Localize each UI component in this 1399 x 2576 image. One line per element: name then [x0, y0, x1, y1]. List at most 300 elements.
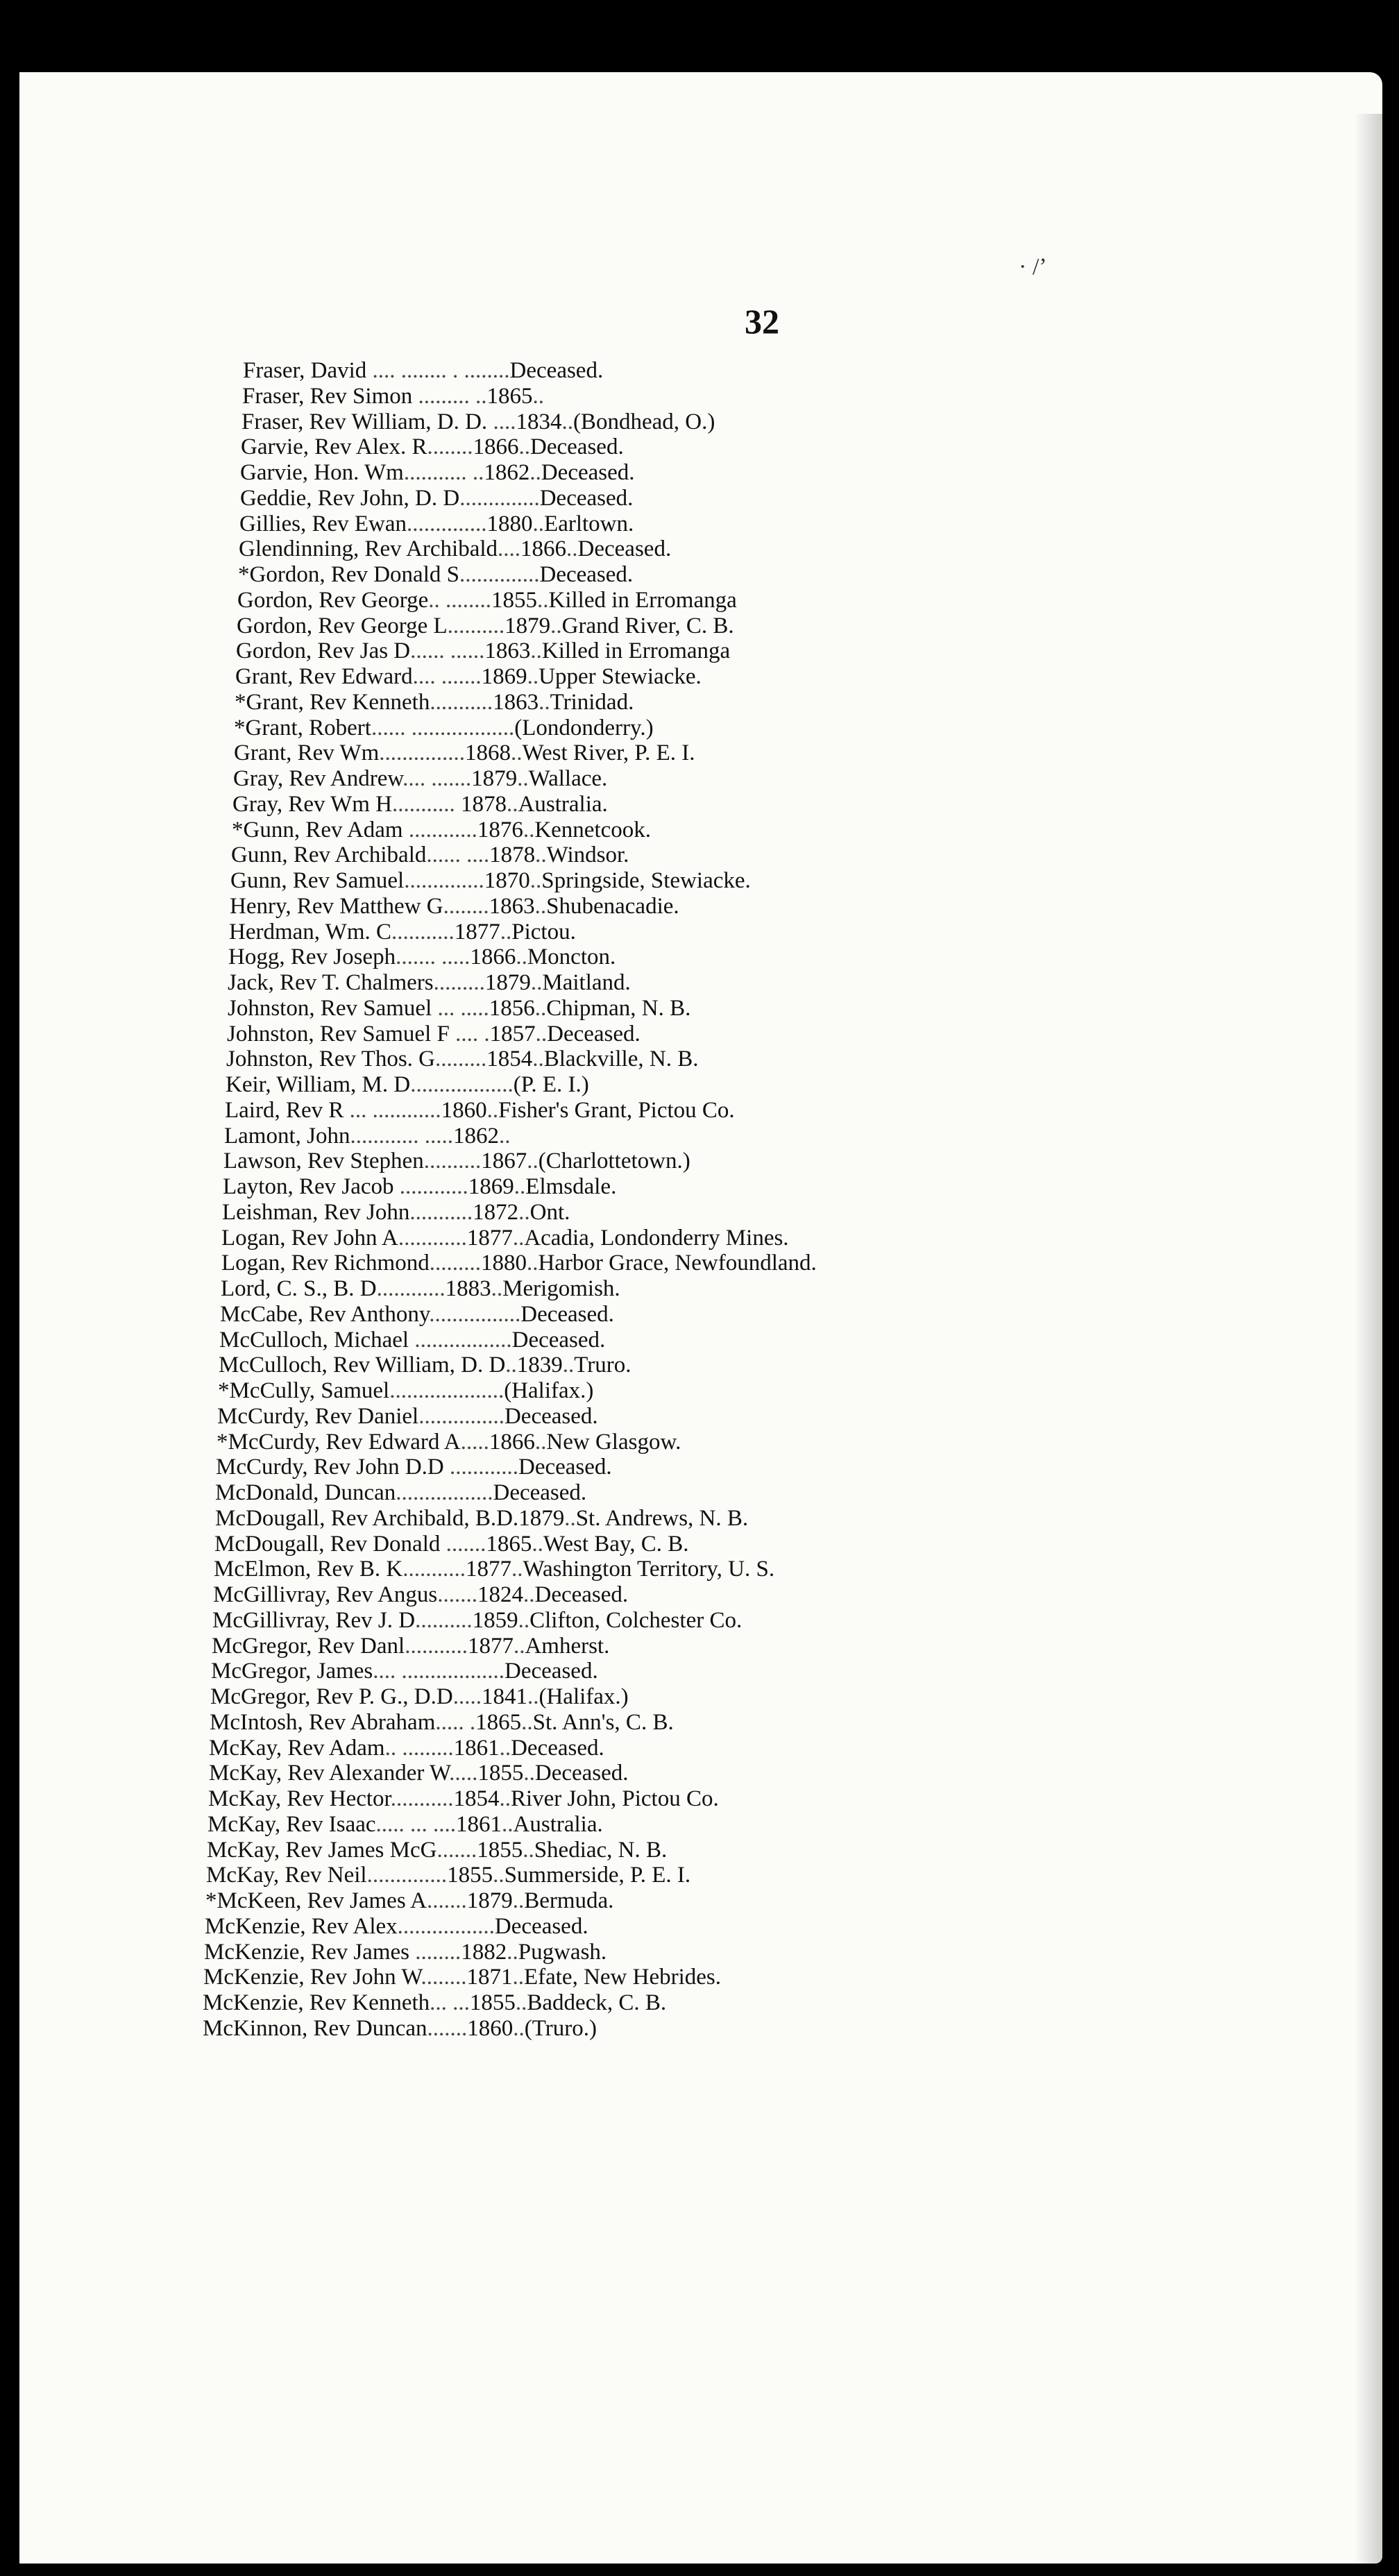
entry-leader-dots: ............... [418, 1403, 505, 1429]
entry-leader-dots: ......... [433, 970, 485, 995]
entry-place: Deceased. [504, 1403, 598, 1429]
entry-name: Fraser, David [243, 358, 367, 383]
register-entry [226, 1046, 1187, 1072]
register-entry [219, 1328, 1187, 1353]
entry-leader-dots: .. ........ [428, 587, 491, 613]
register-entry [228, 970, 1187, 996]
entry-separator: .. [561, 409, 573, 434]
entry-leader-dots: ........... [392, 791, 461, 817]
entry-name: Gunn, Rev Samuel [230, 868, 405, 893]
entry-year: 1878 [489, 842, 536, 868]
entry-year: 1856 [489, 995, 535, 1021]
entry-separator: .. [518, 1199, 530, 1225]
entry-separator: .. [527, 1149, 539, 1174]
entry-leader-dots: ........ [421, 1965, 467, 1990]
entry-year: 1865 [475, 1709, 522, 1735]
entry-leader-dots: ........... [409, 1199, 473, 1225]
register-list [203, 358, 1187, 2042]
entry-name: Herdman, Wm. C [229, 919, 392, 944]
entry-year: 1877 [454, 919, 500, 944]
entry-name: *Grant, Rev Kenneth [235, 689, 430, 715]
entry-place: (Londonderry.) [514, 715, 654, 740]
register-entry [239, 511, 1187, 537]
entry-leader-dots: ................. [396, 1480, 493, 1505]
entry-name: Johnston, Rev Thos. G [226, 1046, 435, 1072]
entry-place: Deceased. [530, 434, 624, 460]
entry-year: 1867 [481, 1149, 527, 1174]
entry-leader-dots: ....... [427, 2015, 468, 2041]
entry-name: Grant, Rev Wm [234, 740, 380, 766]
entry-place: Deceased. [547, 1021, 641, 1046]
entry-name: Gray, Rev Wm H [232, 791, 393, 817]
entry-name: Jack, Rev T. Chalmers [228, 970, 434, 995]
entry-year: 1855 [477, 1761, 524, 1786]
register-entry [228, 996, 1187, 1022]
entry-place: Harbor Grace, Newfoundland. [538, 1251, 817, 1276]
entry-leader-dots: ................. [409, 1327, 512, 1353]
entry-leader-dots: .................. [410, 1072, 514, 1097]
entry-leader-dots: ... ... [430, 1990, 470, 2015]
entry-place: (Charlottetown.) [538, 1149, 690, 1174]
entry-leader-dots: .... .................. [373, 1659, 505, 1684]
entry-leader-dots: .... ........ . ........ [366, 358, 510, 383]
entry-separator: .. [566, 536, 578, 562]
entry-year: 1860 [441, 1097, 487, 1123]
entry-leader-dots: ......... .. [412, 383, 487, 409]
entry-separator: .. [526, 1251, 539, 1276]
entry-leader-dots: ............ [443, 1455, 519, 1480]
entry-leader-dots: ... ..... [432, 995, 489, 1021]
entry-name: *Gordon, Rev Donald S [238, 562, 459, 587]
register-entry [240, 460, 1187, 486]
entry-leader-dots: ........... [390, 1786, 454, 1811]
entry-year: 1865 [486, 1531, 532, 1557]
register-entry [217, 1430, 1187, 1455]
entry-leader-dots: ........... [391, 919, 455, 944]
entry-separator: .. [530, 970, 543, 995]
register-entry [217, 1404, 1187, 1430]
register-entry [225, 1098, 1187, 1124]
entry-year: 1859 [472, 1607, 518, 1633]
entry-year: 1879 [471, 766, 518, 791]
register-entry [216, 1455, 1187, 1480]
entry-separator: .. [511, 740, 523, 766]
entry-leader-dots: ............ [402, 817, 477, 842]
entry-leader-dots: .... [487, 409, 516, 434]
entry-name: *McKeen, Rev James A [205, 1888, 427, 1913]
entry-name: McDougall, Rev Donald [214, 1531, 441, 1557]
entry-place: Deceased. [493, 1480, 587, 1505]
entry-place: Grand River, C. B. [561, 613, 734, 638]
entry-year: 1857 [489, 1021, 536, 1046]
entry-year: 1869 [468, 1174, 514, 1199]
entry-separator: .. [512, 1225, 525, 1251]
register-entry [212, 1634, 1187, 1659]
entry-place: Truro. [574, 1353, 631, 1378]
register-entry [237, 588, 1187, 613]
entry-leader-dots: ........... [402, 1557, 466, 1582]
entry-leader-dots: .......... [415, 1607, 473, 1633]
entry-separator: .. [507, 791, 518, 817]
entry-year: 1854 [453, 1786, 500, 1811]
register-entry [209, 1736, 1187, 1761]
entry-place: Springside, Stewiacke. [541, 868, 751, 893]
entry-leader-dots: .... [498, 536, 521, 562]
entry-separator: .. [564, 1505, 576, 1531]
entry-separator: .. [532, 511, 545, 536]
entry-place: Fisher's Grant, Pictou Co. [498, 1097, 735, 1123]
register-entry [210, 1684, 1187, 1710]
register-entry [223, 1174, 1187, 1200]
entry-place: Shubenacadie. [546, 893, 679, 919]
entry-year: 1868 [465, 740, 511, 766]
register-entry [208, 1786, 1187, 1812]
entry-leader-dots: ............ ..... [350, 1123, 453, 1149]
register-entry [214, 1557, 1187, 1582]
entry-separator: .. [517, 766, 529, 791]
entry-separator: .. [498, 1123, 511, 1149]
entry-leader-dots: ....... [440, 1531, 486, 1557]
entry-name: McKay, Rev Neil [206, 1863, 367, 1888]
register-entry [219, 1353, 1187, 1378]
entry-separator: .. [523, 1761, 535, 1786]
entry-place: Maitland. [542, 970, 631, 995]
entry-place: Clifton, Colchester Co. [529, 1607, 743, 1633]
entry-place: Windsor. [546, 842, 629, 868]
entry-name: McDonald, Duncan [215, 1480, 396, 1505]
entry-leader-dots: ........ [409, 1939, 461, 1965]
entry-name: McKenzie, Rev Alex [205, 1913, 398, 1939]
entry-name: Gray, Rev Andrew [233, 766, 403, 791]
entry-year: 1855 [491, 587, 537, 613]
entry-separator: .. [523, 1837, 534, 1863]
entry-year: 1861 [456, 1811, 502, 1837]
register-entry [218, 1378, 1187, 1404]
entry-place: Ont. [529, 1199, 570, 1225]
entry-leader-dots: ... ............ [344, 1097, 441, 1123]
entry-leader-dots: ....... [437, 1582, 477, 1607]
entry-separator: .. [500, 919, 512, 944]
entry-leader-dots: ...... .... [426, 842, 490, 868]
register-entry [204, 1940, 1187, 1965]
entry-place: St. Andrews, N. B. [575, 1505, 749, 1531]
register-entry [234, 740, 1187, 766]
entry-name: McElmon, Rev B. K [214, 1557, 403, 1582]
entry-place: River John, Pictou Co. [510, 1786, 719, 1811]
register-entry [205, 1888, 1187, 1914]
entry-separator: .. [550, 613, 562, 638]
entry-leader-dots: ..... ... .... [375, 1811, 457, 1837]
entry-leader-dots: ....... [436, 1837, 477, 1863]
entry-name: Gillies, Rev Ewan [239, 511, 407, 536]
entry-separator: .. [512, 1888, 525, 1913]
entry-year: 1863 [484, 638, 531, 664]
entry-name: Gunn, Rev Archibald [231, 842, 427, 868]
entry-year: 1834 [516, 409, 562, 434]
entry-name: Logan, Rev John A [221, 1225, 398, 1251]
entry-year: 1872 [473, 1199, 519, 1225]
register-entry [221, 1251, 1187, 1276]
register-entry [206, 1863, 1187, 1888]
entry-name: *McCurdy, Rev Edward A [217, 1429, 461, 1455]
register-entry [234, 715, 1187, 741]
entry-year: 1877 [466, 1225, 513, 1251]
entry-leader-dots: .... ....... [412, 664, 482, 689]
entry-place: Kennetcook. [534, 817, 652, 842]
entry-separator: .. [523, 1582, 535, 1607]
entry-leader-dots: ........... [405, 1633, 468, 1659]
entry-separator: .. [486, 1097, 499, 1123]
register-entry [235, 664, 1187, 690]
entry-name: McKenzie, Rev John W [203, 1965, 421, 1990]
register-entry [207, 1838, 1187, 1863]
entry-place: Killed in Erromanga [548, 587, 737, 613]
entry-name: Henry, Rev Matthew G [230, 893, 443, 919]
entry-year: 1839 [516, 1353, 563, 1378]
entry-place: Deceased. [494, 1913, 588, 1939]
entry-place: West River, P. E. I. [522, 740, 695, 766]
entry-separator: .. [516, 944, 527, 970]
entry-name: Gordon, Rev Jas D [236, 638, 411, 664]
entry-place: Shediac, N. B. [534, 1837, 668, 1863]
entry-place: Deceased. [511, 1327, 606, 1353]
entry-place: Deceased. [509, 358, 604, 383]
entry-separator: .. [521, 1709, 533, 1735]
entry-leader-dots: .................... [389, 1378, 505, 1403]
entry-name: Logan, Rev Richmond [221, 1251, 430, 1276]
entry-separator: .. [529, 868, 542, 893]
entry-leader-dots: .. ......... [384, 1735, 454, 1761]
entry-name: McKay, Rev Adam [209, 1735, 385, 1761]
entry-leader-dots: .............. [459, 485, 540, 511]
entry-leader-dots: ........... .. [403, 460, 484, 485]
entry-place: Merigomish. [502, 1276, 620, 1301]
entry-name: McCurdy, Rev John D.D [216, 1455, 444, 1480]
entry-name: Leishman, Rev John [222, 1199, 410, 1225]
entry-year: 1877 [467, 1633, 514, 1659]
entry-separator: .. [515, 1990, 527, 2015]
entry-name: McKay, Rev Isaac [207, 1811, 376, 1837]
register-entry [223, 1149, 1187, 1174]
entry-name: *McCully, Samuel [218, 1378, 390, 1403]
entry-name: Gordon, Rev George L [237, 613, 448, 638]
entry-year: 1882 [461, 1939, 507, 1965]
entry-place: Deceased. [511, 1735, 604, 1761]
entry-name: McKinnon, Rev Duncan [203, 2015, 427, 2041]
register-entry [243, 358, 1187, 384]
entry-place: Deceased. [518, 1455, 612, 1480]
entry-separator: .. [534, 995, 547, 1021]
entry-leader-dots: ..... . [435, 1709, 476, 1735]
register-entry [205, 1914, 1187, 1940]
entry-year: 1841 [481, 1684, 527, 1709]
entry-name: Fraser, Rev William, D. D. [241, 409, 488, 434]
register-entry [213, 1582, 1187, 1608]
register-entry [242, 384, 1187, 409]
entry-name: Johnston, Rev Samuel F [227, 1021, 450, 1046]
entry-separator: .. [511, 1557, 523, 1582]
register-entry [238, 562, 1187, 588]
register-entry [231, 842, 1187, 868]
entry-place: Baddeck, C. B. [527, 1990, 667, 2015]
entry-separator: .. [535, 842, 547, 868]
entry-name: McGregor, Rev P. G., D.D [210, 1684, 453, 1709]
entry-place: (Bondhead, O.) [573, 409, 715, 434]
entry-leader-dots: .............. [459, 562, 540, 587]
entry-leader-dots: .... . [449, 1021, 490, 1046]
entry-place: Deceased. [520, 1301, 614, 1327]
entry-place: (Halifax.) [504, 1378, 594, 1403]
entry-separator: .. [562, 1353, 575, 1378]
register-entry [215, 1506, 1187, 1532]
entry-leader-dots: .............. [407, 511, 487, 536]
entry-year: 1879 [484, 970, 531, 995]
entry-separator: .. [502, 1811, 514, 1837]
entry-leader-dots: .. [505, 1353, 517, 1378]
entry-name: Garvie, Hon. Wm [240, 460, 404, 485]
register-entry [221, 1276, 1187, 1302]
entry-separator: .. [514, 1174, 526, 1199]
entry-name: Garvie, Rev Alex. R [241, 434, 427, 460]
entry-leader-dots: ....... [426, 1888, 467, 1913]
entry-year: 1824 [477, 1582, 523, 1607]
register-entry [230, 894, 1187, 920]
entry-leader-dots: ........ [443, 893, 489, 919]
entry-year: 1880 [480, 1251, 527, 1276]
entry-place: Australia. [513, 1811, 603, 1837]
entry-year: 1865 [486, 383, 533, 409]
entry-year: 1855 [477, 1837, 523, 1863]
entry-year: 1880 [486, 511, 533, 536]
entry-place: Earltown. [544, 511, 634, 536]
entry-place: Upper Stewiacke. [539, 664, 702, 689]
entry-leader-dots: ..... [460, 1429, 489, 1455]
entry-name: McKay, Rev James McG [207, 1837, 437, 1863]
entry-leader-dots: ............ [398, 1225, 467, 1251]
entry-name: Grant, Rev Edward [235, 664, 413, 689]
entry-separator: .. [512, 1965, 524, 1990]
entry-place: Deceased. [539, 562, 634, 587]
register-entry [235, 690, 1187, 715]
register-entry [203, 2016, 1187, 2042]
entry-name: McCurdy, Rev Daniel [217, 1403, 419, 1429]
register-entry [207, 1812, 1187, 1838]
entry-year: 1879 [505, 613, 551, 638]
register-entry [232, 792, 1187, 817]
entry-separator: .. [518, 434, 531, 460]
entry-separator: .. [534, 1429, 547, 1455]
entry-separator: .. [532, 383, 544, 409]
entry-name: McKenzie, Rev Kenneth [203, 1990, 430, 2015]
entry-year: 1862 [452, 1123, 499, 1149]
entry-name: Lord, C. S., B. D [221, 1276, 377, 1301]
entry-name: McCulloch, Michael [219, 1327, 409, 1353]
entry-separator: .. [530, 638, 542, 664]
entry-leader-dots: .......... [423, 1149, 482, 1174]
entry-separator: .. [527, 664, 539, 689]
register-entry [236, 638, 1187, 664]
entry-place: Deceased. [539, 485, 634, 511]
entry-place: (P. E. I.) [513, 1072, 589, 1097]
register-entry [224, 1124, 1187, 1149]
entry-leader-dots: ............ [393, 1174, 468, 1199]
entry-place: (Truro.) [524, 2015, 597, 2041]
entry-leader-dots: ...... .................. [371, 715, 515, 740]
entry-leader-dots: ................. [397, 1913, 495, 1939]
entry-name: McCulloch, Rev William, D. D [219, 1353, 506, 1378]
entry-name: McKenzie, Rev James [204, 1939, 409, 1965]
entry-name: Johnston, Rev Samuel [228, 995, 432, 1021]
entry-year: 1883 [445, 1276, 491, 1301]
entry-year: 1866 [520, 536, 567, 562]
entry-year: 1863 [493, 689, 539, 715]
register-entry [228, 944, 1187, 970]
register-entry [221, 1226, 1187, 1251]
entry-leader-dots: ........ [427, 434, 473, 460]
entry-place: Deceased. [534, 1761, 629, 1786]
entry-separator: .. [535, 1021, 548, 1046]
entry-place: Deceased. [577, 536, 672, 562]
entry-place: Deceased. [541, 460, 635, 485]
entry-name: Gordon, Rev George [237, 587, 429, 613]
entry-year: 1876 [477, 817, 523, 842]
register-entry [222, 1200, 1187, 1226]
entry-separator: .. [532, 1046, 544, 1072]
entry-separator: .. [537, 587, 549, 613]
entry-name: Hogg, Rev Joseph [228, 944, 396, 970]
entry-name: McIntosh, Rev Abraham [210, 1709, 436, 1735]
entry-name: Geddie, Rev John, D. D [240, 485, 460, 511]
register-entry [232, 817, 1187, 843]
page-number: 32 [745, 302, 779, 341]
entry-year: 1879 [466, 1888, 513, 1913]
register-entry [215, 1480, 1187, 1506]
entry-place: Washington Territory, U. S. [523, 1557, 775, 1582]
entry-name: McKay, Rev Hector [208, 1786, 391, 1811]
entry-name: McGregor, James [211, 1659, 373, 1684]
entry-leader-dots: ....... ..... [396, 944, 470, 970]
entry-name: Glendinning, Rev Archibald [239, 536, 498, 562]
entry-separator: .. [513, 2015, 525, 2041]
entry-place: New Glasgow. [546, 1429, 681, 1455]
entry-separator: .. [491, 1276, 503, 1301]
entry-place: Chipman, N. B. [546, 995, 691, 1021]
page-edge-shadow [1355, 114, 1382, 2564]
corner-marks: · /ʼ [1019, 254, 1047, 280]
entry-name: Layton, Rev Jacob [223, 1174, 394, 1199]
entry-place: Trinidad. [550, 689, 634, 715]
register-entry [212, 1608, 1187, 1634]
entry-place: Summerside, P. E. I. [504, 1863, 691, 1888]
entry-name: Laird, Rev R [225, 1097, 344, 1123]
entry-place: Blackville, N. B. [543, 1046, 699, 1072]
entry-place: Amherst. [525, 1633, 610, 1659]
entry-leader-dots: ............ [376, 1276, 446, 1301]
entry-year: 1866 [470, 944, 516, 970]
entry-place: Australia. [518, 791, 608, 817]
entry-place: Deceased. [505, 1659, 598, 1684]
entry-year: 1863 [489, 893, 535, 919]
entry-leader-dots: ...... ...... [410, 638, 485, 664]
register-entry [227, 1022, 1187, 1047]
entry-year: 1877 [465, 1557, 511, 1582]
entry-name: Lamont, John [224, 1123, 350, 1149]
entry-leader-dots: ........... [430, 689, 493, 715]
entry-leader-dots: .... ....... [402, 766, 472, 791]
register-entry [237, 613, 1187, 639]
entry-separator: .. [513, 1633, 525, 1659]
entry-separator: .. [499, 1786, 511, 1811]
